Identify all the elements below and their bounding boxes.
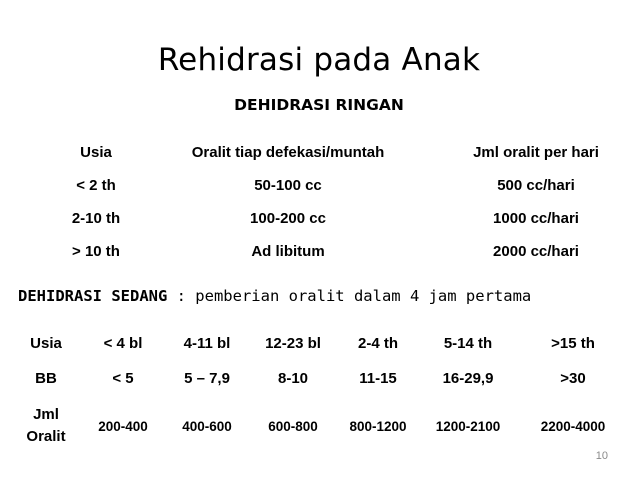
row-header: Usia xyxy=(30,335,62,352)
column-header: Jml oralit per hari xyxy=(473,144,599,161)
table-cell: 2000 cc/hari xyxy=(493,243,579,260)
table-cell: >30 xyxy=(560,370,586,387)
table-cell: 5-14 th xyxy=(443,335,493,352)
table-cell: 5 – 7,9 xyxy=(184,370,230,387)
table-cell: < 4 bl xyxy=(103,335,143,352)
table-cell: 1200-2100 xyxy=(435,418,501,434)
table-cell: < 5 xyxy=(112,370,134,387)
table-header-row xyxy=(52,136,636,169)
table-row xyxy=(52,169,636,202)
table-cell: 600-800 xyxy=(268,418,318,434)
table-row xyxy=(10,326,630,361)
dehidrasi-ringan-table xyxy=(52,136,636,268)
row-header xyxy=(10,396,82,456)
section-description: : pemberian oralit dalam 4 jam pertama xyxy=(167,287,532,305)
table-cell: 2200-4000 xyxy=(540,418,606,434)
row-header-line: Jml xyxy=(33,406,59,423)
column-header: Usia xyxy=(80,144,112,161)
table-cell: 800-1200 xyxy=(349,418,407,434)
table-cell: Ad libitum xyxy=(251,243,325,260)
table-cell: 2-10 th xyxy=(71,210,121,227)
section-title-dehidrasi-sedang xyxy=(18,287,531,305)
dehidrasi-sedang-table xyxy=(10,326,630,456)
table-cell: 16-29,9 xyxy=(442,370,494,387)
table-row xyxy=(10,396,630,456)
table-row xyxy=(10,361,630,396)
row-header: BB xyxy=(35,370,57,387)
table-cell: >15 th xyxy=(551,335,595,352)
section-title-dehidrasi-ringan: DEHIDRASI RINGAN xyxy=(234,96,404,114)
table-cell: 400-600 xyxy=(182,418,232,434)
table-row xyxy=(52,235,636,268)
column-header: Oralit tiap defekasi/muntah xyxy=(191,144,385,161)
section-label: DEHIDRASI SEDANG xyxy=(18,287,168,305)
row-header-line: Oralit xyxy=(26,428,66,445)
table-cell: < 2 th xyxy=(76,177,116,194)
table-cell: 11-15 xyxy=(359,370,397,387)
table-row xyxy=(52,202,636,235)
table-cell: 2-4 th xyxy=(357,335,398,352)
table-cell: 8-10 xyxy=(277,370,309,387)
table-cell: 50-100 cc xyxy=(254,177,322,194)
table-cell: 4-11 bl xyxy=(183,335,231,352)
page-number: 10 xyxy=(595,450,608,462)
table-cell: 1000 cc/hari xyxy=(493,210,579,227)
slide-title: Rehidrasi pada Anak xyxy=(157,42,481,78)
table-cell: 12-23 bl xyxy=(265,335,321,352)
table-cell: 100-200 cc xyxy=(250,210,326,227)
table-cell: 500 cc/hari xyxy=(497,177,575,194)
table-cell: > 10 th xyxy=(72,243,120,260)
table-cell: 200-400 xyxy=(98,418,148,434)
